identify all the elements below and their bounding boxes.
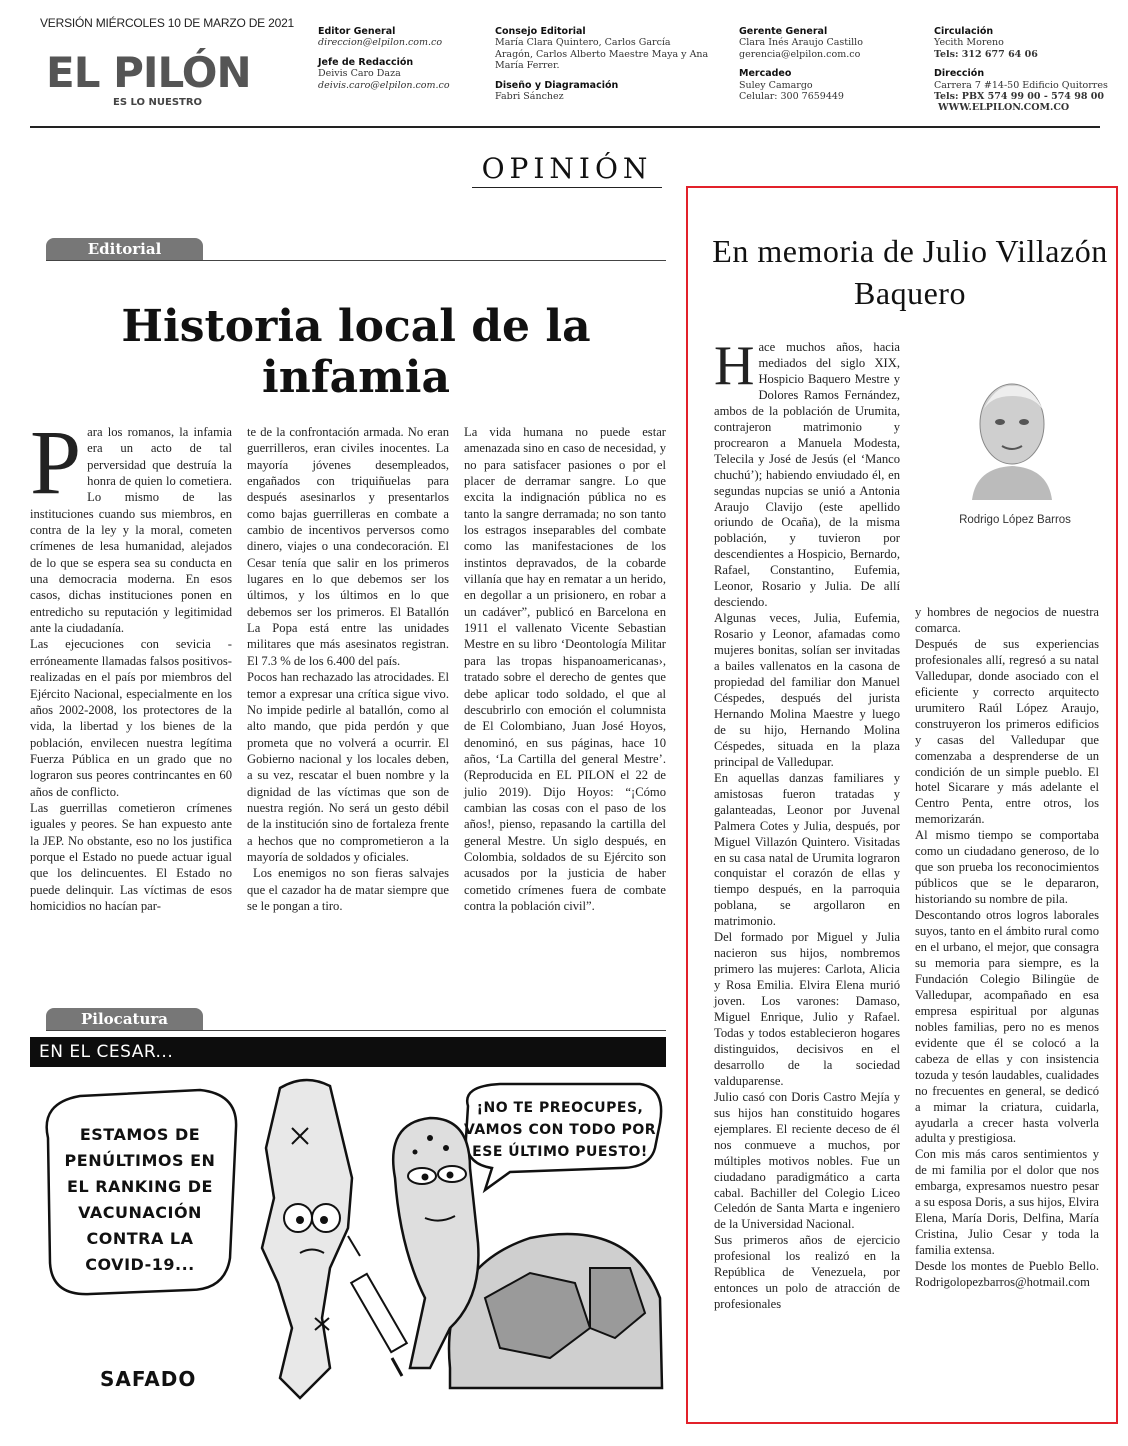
author-photo xyxy=(966,376,1058,500)
staff-role: Diseño y Diagramación xyxy=(495,79,619,91)
opinion-title: En memoria de Julio Villazón Baquero xyxy=(712,233,1108,311)
paragraph: Algunas veces, Julia, Eufemia, Rosario y Leonor, afamadas como mujeres bonitas, solían ser invitadas a bailes vallenatos en la casona de propiedad del familiar don Manuel Céspedes, después del jurista Hernando Molina Maestre y luego de su hijo, Hernando Molina Céspedes, situada en la plaza principal de Valledupar. xyxy=(714,611,900,769)
paragraph: Las guerrillas cometieron crímenes iguales y peores. Se han expuesto ante la JEP. No obstante, eso no los justifica porque el Estado no puede actuar igual que los delincuentes. El Estado no puede delinquir. Las víctimas de esos homicidios no hacían par- xyxy=(30,800,232,913)
cartoonist-signature: SAFADO xyxy=(100,1367,197,1391)
bubble-line: EL RANKING DE xyxy=(67,1177,213,1196)
bubble-line: VAMOS CON TODO POR xyxy=(463,1122,657,1138)
newspaper-logo: EL PILÓN xyxy=(46,48,251,97)
staff-name: Clara Inés Araujo Castillo xyxy=(739,37,863,49)
syringe-icon xyxy=(348,1236,407,1376)
opinion-dropcap: H xyxy=(714,335,755,397)
bubble-line: ESTAMOS DE xyxy=(79,1125,201,1144)
staff-column-4 xyxy=(934,26,1109,114)
paragraph: Sus primeros años de ejercicio profesional los realizó en la República de Venezuela, por entonces un polo de atracción de profesionales xyxy=(714,1233,900,1312)
staff-role: Dirección xyxy=(934,68,985,80)
editorial-rule xyxy=(46,260,666,261)
editorial-column-3 xyxy=(464,424,666,914)
bubble-line: ESE ÚLTIMO PUESTO! xyxy=(472,1144,648,1160)
staff-address: Carrera 7 #14-50 Edificio Quitorres xyxy=(934,79,1108,91)
staff-role: Circulación xyxy=(934,26,994,37)
staff-phone: Celular: 300 7659449 xyxy=(739,90,844,102)
editorial-column-2 xyxy=(247,424,449,914)
cartoon-tag: Pilocatura xyxy=(46,1008,203,1030)
paragraph: ara los romanos, la infamia era un acto de tal perversidad que destruía la honra de quien lo cometiera. Lo mismo de las instituciones cuando sus miembros, en contra de la ley y la moral, cometen crímenes de lesa humanidad, alejados de lo que se espera sea su conducta en una democracia moderna. En esos casos, dichas instituciones ponen en entredicho su reputación y legitimidad ante la ciudadanía. xyxy=(30,425,232,636)
bubble-line: ¡NO TE PREOCUPES, xyxy=(476,1100,644,1116)
staff-role: Consejo Editorial xyxy=(495,26,586,37)
paragraph: La vida humana no puede estar amenazada sino en caso de necesidad, y no para satisfacer pasiones o por el placer de derramar sangre. Lo que excita la indignación pública no es tanto la sangre derramada; no son tanto los estragos inseparables del combate como las manifestaciones de los instintos depravados, de la cobarde villanía que hay en rematar a un herido, en degollar a un prisionero, en robar a un cadáver”, publicó en Barcelona en 1911 el vallenato Vicente Sebastian Mestre en su libro ‘Deontología Militar para las tropas hispanoamericanas›, tratado sobre el derecho de gentes que debe aplicar todo soldado, el que al descubrirlo con emoción el columnista de El Colombiano, Juan José Hoyos, denominó, en sus páginas, hace 10 años, ‘La Cartilla del general Mestre’. (Reproducida en EL PILON el 22 de julio 2019). Dijo Hoyos: “¡Cómo cambian las cosas con el paso de los años!, pienso, repasando la cartilla del general Mestre. Un siglo después, en Colombia, soldados de su Ejército son acusados por la justicia de haber cometido crímenes fuera de combate contra la población civil”. xyxy=(464,425,666,913)
newspaper-slogan: ES LO NUESTRO xyxy=(113,97,203,108)
staff-name: María Clara Quintero, Carlos García Aragón, Carlos Alberto Maestre Maya y Ana María Ferrer. xyxy=(495,37,709,72)
staff-column-3 xyxy=(739,26,909,102)
paragraph: te de la confrontación armada. No eran guerrilleros, eran civiles inocentes. La mayoría jóvenes desempleados, engañados con triquiñuelas para después asesinarlos y presentarlos como bajas guerrilleras en combate a cambio de incentivos perversos como dinero, viajes o una condecoración. El Cesar tenía que salir en los primeros lugares en lo que debemos ser los últimos, y los últimos en lo que debemos ser los primeros. El Batallón La Popa está entre las unidades militares que más asesinatos registran. El 7.3 % de los 6.400 del país. xyxy=(247,425,449,668)
paragraph: Descontando otros logros laborales suyos, tanto en el ámbito rural como en el urbano, el mejor, que consagra su memoria para siempre, es la Fundación Colegio Bilingüe de Valledupar, acompañado en esa empresa espiritual por algunas nobles familias, pero no es menos evidente que él se colocó a la cabeza de ellas y con insistencia tozuda y tesón laudables, cualidades no frecuentes en general, se dedicó a mimar la criatura, cuidarla, ayudarla a crecer hasta volverla adulta y prestigiosa. xyxy=(915,908,1099,1146)
cartoon-caption-bar: EN EL CESAR... xyxy=(30,1037,666,1067)
paragraph: ace muchos años, hacia mediados del siglo XIX, Hospicio Baquero Mestre y Dolores Ramos Fernández, ambos de la población de Urumita, contrajeron matrimonio y procrearon a Manuela Modesta, Telecila y José de Jesús (el ‘Manco chuchú’); habiendo enviudado él, en segundas nupcias se unió a Antonia Araujo Clavijo (este apellido oriundo de Ocaña), de la misma población, y tuvieron por descendientes a Hospicio, Bernardo, Rafael, Constantino, Eufemia, Leonor, Rosario y Julia. De allí desciendo. xyxy=(714,340,900,610)
masthead-rule xyxy=(30,126,1100,128)
editorial-dropcap: P xyxy=(30,411,82,513)
editorial-title: Historia local de la infamia xyxy=(121,301,591,403)
staff-name: Suley Camargo xyxy=(739,79,813,91)
paragraph: En aquellas danzas familiares y amistosas fueron tratadas y galanteadas, Leonor por Juvenal Palmera Cotes y Julia, después, por Miguel Villazón Quintero. Visitadas en su casa natal de Urumita lograron conquistar el corazón de ellas y tiempo después, en la parroquia poblana, se argollaron en matrimonio. xyxy=(714,770,900,929)
website-link: WWW.ELPILON.COM.CO xyxy=(938,102,1070,114)
edition-date: VERSIÓN MIÉRCOLES 10 DE MARZO DE 2021 xyxy=(40,16,295,30)
paragraph: Las ejecuciones con sevicia -erróneamente llamadas falsos positivos- realizadas en el país por miembros del Ejército Nacional, especialmente en los años 2002-2008, los protectores de la vida, la libertad y los bienes de la población, envilecen nuestra legítima Fuerza Pública en un grado que no lograron sus peores contrincantes en 60 años de conflicto. xyxy=(30,637,232,799)
bubble-line: VACUNACIÓN xyxy=(78,1203,202,1222)
staff-phone: Tels: 312 677 64 06 xyxy=(934,48,1038,60)
paragraph: Julio casó con Doris Castro Mejía y sus hijos han constituido hogares ejemplares. El reciente deceso de él nos conmueve a muchos, por múltiples motivos nobles. Fue un ciudadano paradigmático a carta cabal. Bachiller del Colegio Liceo Celedón de Santa Marta e ingeniero de la Universidad Nacional. xyxy=(714,1089,900,1232)
staff-role: Gerente General xyxy=(739,26,828,37)
staff-name: Yecith Moreno xyxy=(934,37,1004,49)
bubble-line: CONTRA LA xyxy=(86,1229,194,1248)
editorial-tag: Editorial xyxy=(46,238,203,260)
staff-name: Fabri Sánchez xyxy=(495,90,564,102)
staff-column-1 xyxy=(318,26,478,91)
staff-column-2 xyxy=(495,26,710,102)
staff-phone: Tels: PBX 574 99 00 - 574 98 00 xyxy=(934,90,1104,102)
paragraph: Los enemigos no son fieras salvajes que el cazador ha de matar siempre que se le pongan a tiro. xyxy=(247,866,449,913)
staff-role: Editor General xyxy=(318,26,396,37)
section-title: OPINIÓN xyxy=(481,152,653,185)
staff-email: gerencia@elpilon.com.co xyxy=(739,48,861,60)
staff-email: deivis.caro@elpilon.com.co xyxy=(318,79,450,91)
staff-email: direccion@elpilon.com.co xyxy=(318,37,443,49)
paragraph: Al mismo tiempo se comportaba como un ciudadano generoso, de lo que son prueba los reconocimientos públicos que se le depararon, historiando su nombre de pila. xyxy=(915,828,1099,907)
section-rule xyxy=(472,187,662,188)
paragraph: Pocos han rechazado las atrocidades. El temor a expresar una crítica sigue vivo. No impide pedirle al batallón, como al alto mando, que pida perdón y que prometa que no volverá a ocurrir. El Gobierno nacional y los locales deben, a su vez, rescatar el buen nombre y la dignidad de las víctimas que son de nuestra región. No será un gesto débil de la institución sino de fortaleza frente a hechos que no comprometieron a la mayoría de soldados y oficiales. xyxy=(247,670,449,864)
author-name: Rodrigo López Barros xyxy=(959,514,1071,526)
opinion-column-2 xyxy=(915,605,1099,1291)
staff-name: Deivis Caro Daza xyxy=(318,68,401,80)
paragraph: Del formado por Miguel y Julia nacieron sus hijos, nombremos primero las mujeres: Carlota, Alicia y Rosa Emilia. Elvira Elena murió joven. Los varones: Damaso, Miguel Enrique, Julio y Rafael. Todas y todos establecieron hogares distinguidos, decisivos en el desarrollo de la sociedad valduparense. xyxy=(714,930,900,1088)
staff-role: Jefe de Redacción xyxy=(318,56,414,68)
staff-role: Mercadeo xyxy=(739,68,792,80)
paragraph: Desde los montes de Pueblo Bello. Rodrigolopezbarros@hotmail.com xyxy=(915,1259,1099,1290)
editorial-column-1 xyxy=(30,411,232,914)
cartoon-illustration xyxy=(30,1068,666,1403)
bubble-line: PENÚLTIMOS EN xyxy=(64,1151,216,1170)
cartoon-rule xyxy=(46,1030,666,1031)
paragraph: y hombres de negocios de nuestra comarca. xyxy=(915,605,1099,635)
bubble-line: COVID-19... xyxy=(85,1255,195,1274)
opinion-column-1 xyxy=(714,335,900,1313)
paragraph: Después de sus experiencias profesionales allí, regresó a su natal Valledupar, donde asociado con el eficiente y correcto arquitecto urumitero Raúl López Araujo, construyeron los primeros edificios y casas del Valledupar que comenzaba a desprenderse de un condición de un simple pueblo. El hotel Sicarare y más adelante el Centro Penta, entre otros, los memorizarán. xyxy=(915,636,1099,827)
paragraph: Con mis más caros sentimientos y de mi familia por el dolor que nos embarga, expresamos nuestro pesar a su esposa Doris, a sus hijos, Elvira Elena, María Doris, Delfina, María Cristina, Julio Cesar y toda la familia extensa. xyxy=(915,1147,1099,1258)
